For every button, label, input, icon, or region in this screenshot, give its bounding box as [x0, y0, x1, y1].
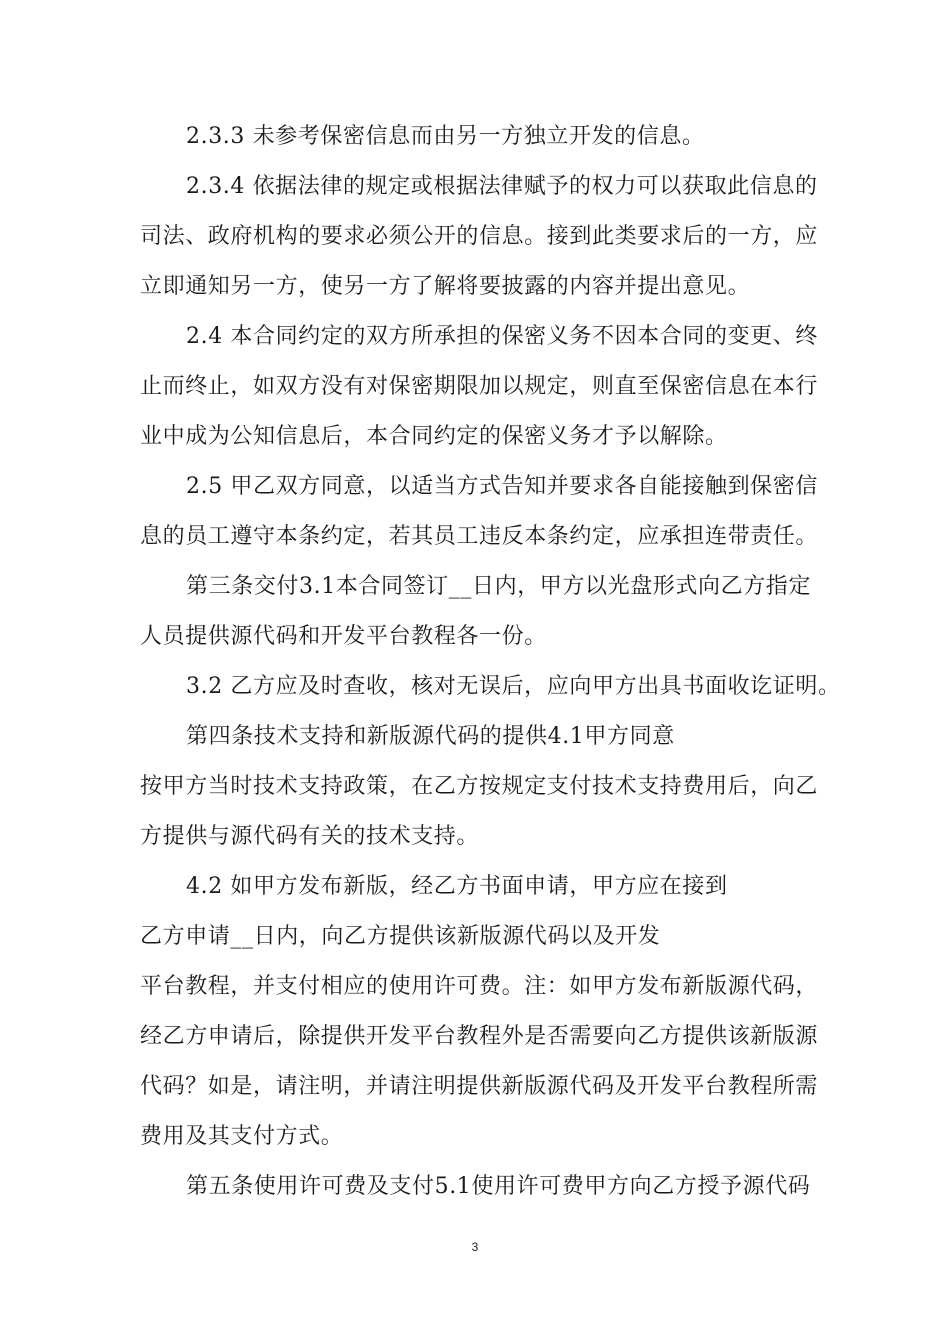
text-line: 费用及其支付方式。 — [140, 1124, 344, 1149]
text-line: 立即通知另一方，使另一方了解将要披露的内容并提出意见。 — [140, 274, 751, 299]
text-line: 按甲方当时技术支持政策，在乙方按规定支付技术支持费用后，向乙 — [140, 774, 819, 799]
text-line: 乙方申请__日内，向乙方提供该新版源代码以及开发 — [140, 924, 661, 949]
text-line: 司法、政府机构的要求必须公开的信息。接到此类要求后的一方，应 — [140, 224, 819, 249]
text-line: 3.2 乙方应及时查收，核对无误后，应向甲方出具书面收讫证明。 — [186, 674, 841, 699]
text-line: 平台教程，并支付相应的使用许可费。注：如甲方发布新版源代码， — [140, 974, 819, 999]
text-line: 止而终止，如双方没有对保密期限加以规定，则直至保密信息在本行 — [140, 374, 819, 399]
text-line: 2.3.3 未参考保密信息而由另一方独立开发的信息。 — [186, 124, 705, 149]
text-line: 经乙方申请后，除提供开发平台教程外是否需要向乙方提供该新版源 — [140, 1024, 819, 1049]
page-number: 3 — [471, 1240, 479, 1254]
text-line: 第五条使用许可费及支付5.1使用许可费甲方向乙方授予源代码 — [186, 1174, 811, 1199]
text-line: 4.2 如甲方发布新版，经乙方书面申请，甲方应在接到 — [186, 874, 728, 899]
text-line: 方提供与源代码有关的技术支持。 — [140, 824, 480, 849]
text-line: 息的员工遵守本条约定，若其员工违反本条约定，应承担连带责任。 — [140, 524, 819, 549]
text-line: 代码？如是，请注明，并请注明提供新版源代码及开发平台教程所需 — [140, 1074, 819, 1099]
text-line: 2.4 本合同约定的双方所承担的保密义务不因本合同的变更、终 — [186, 324, 818, 349]
text-line: 人员提供源代码和开发平台教程各一份。 — [140, 624, 547, 649]
text-line: 2.5 甲乙双方同意，以适当方式告知并要求各自能接触到保密信 — [186, 474, 818, 499]
text-line: 2.3.4 依据法律的规定或根据法律赋予的权力可以获取此信息的 — [186, 174, 818, 199]
text-line: 业中成为公知信息后，本合同约定的保密义务才予以解除。 — [140, 424, 728, 449]
text-line: 第四条技术支持和新版源代码的提供4.1甲方同意 — [186, 724, 675, 749]
text-line: 第三条交付3.1本合同签订__日内，甲方以光盘形式向乙方指定 — [186, 574, 811, 599]
